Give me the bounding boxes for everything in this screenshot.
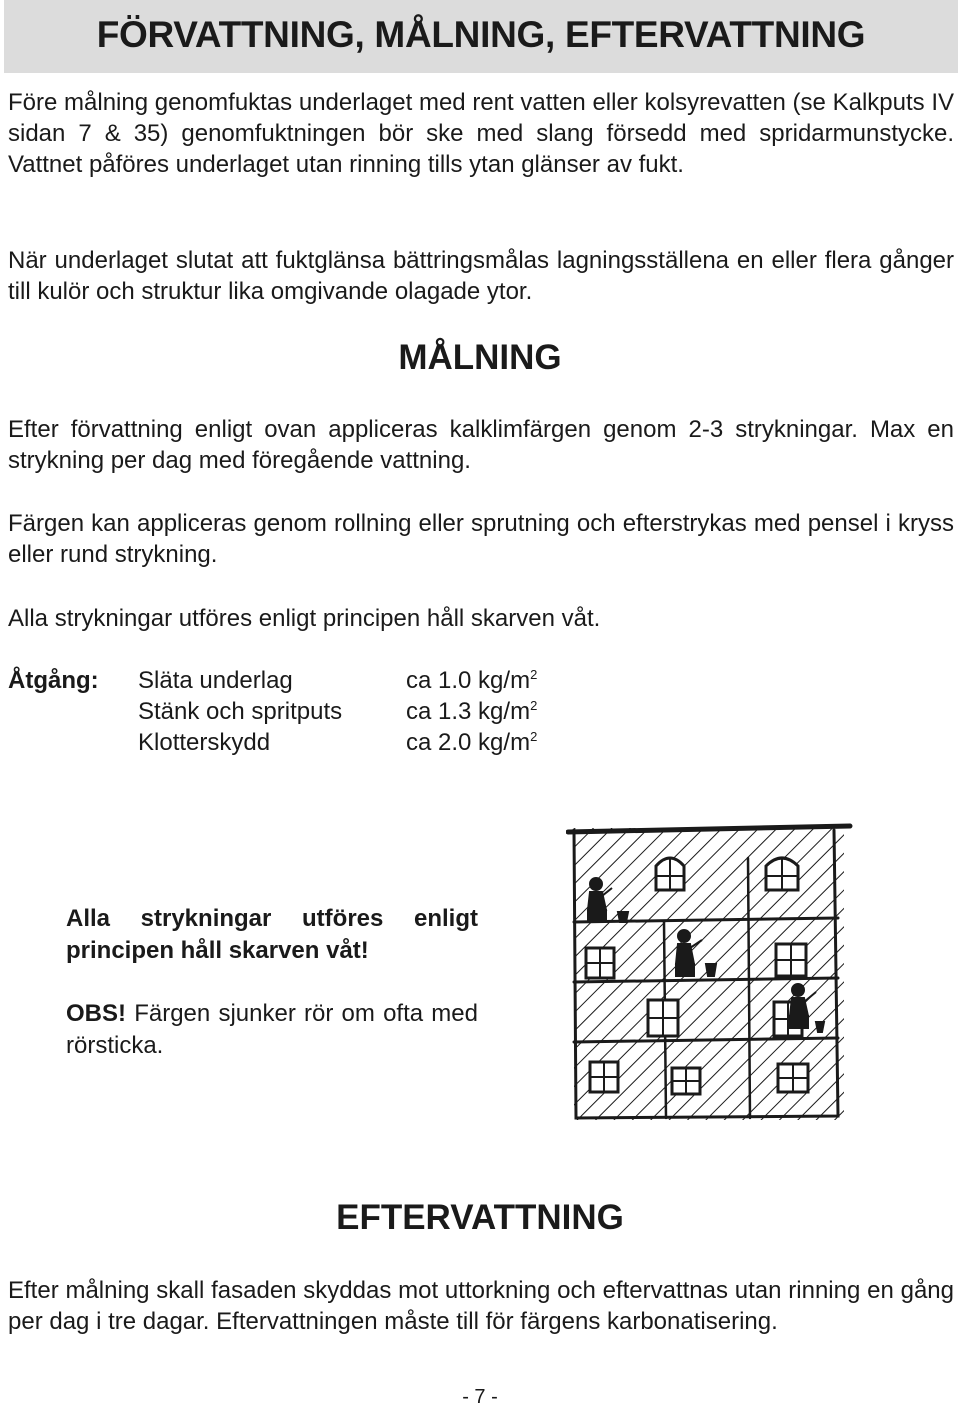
atgang-amount: ca 1.0 $kg/m^2$: [406, 667, 538, 694]
atgang-item: Klotterskydd: [138, 729, 271, 756]
page-title: FÖRVATTNING, MÅLNING, EFTERVATTNING: [96, 14, 866, 55]
forvattning-paragraph-1: Före målning genomfuktas underlaget med rent vatten eller kolsyrevatten (se Kalkputs IV sidan 7 & 35) genomfuktningen bör ske med slang försedd med spridarmunstycke. Vattnet påföres underlaget utan rinning tills ytan glänser av fukt.: [8, 89, 954, 178]
malning-paragraph-1: Efter förvattning enligt ovan appliceras kalklimfärgen genom 2-3 strykningar. Max en strykning per dag med föregående vattning.: [8, 416, 954, 474]
malning-heading: MÅLNING: [398, 338, 562, 377]
atgang-item: Stänk och spritputs: [138, 698, 343, 725]
atgang-label: Åtgång:: [8, 667, 99, 694]
principle-note: Alla strykningar utföres enligt principen håll skarven våt!: [66, 905, 478, 964]
page-number: - 7 -: [462, 1386, 498, 1408]
eftervattning-paragraph: Efter målning skall fasaden skyddas mot uttorkning och eftervattnas utan rinning en gång per dag i tre dagar. Eftervattningen måste till för färgens karbonatisering.: [8, 1277, 954, 1335]
header-band: [4, 0, 958, 73]
malning-paragraph-2: Färgen kan appliceras genom rollning eller sprutning och efterstrykas med pensel i kryss eller rund strykning.: [8, 510, 954, 568]
atgang-item: Släta underlag: [138, 667, 293, 694]
obs-text: Färgen sjunker rör om ofta med rörsticka.: [66, 1000, 478, 1059]
obs-note: [66, 998, 478, 1062]
atgang-amount: ca 1.3 $kg/m^2$: [406, 698, 538, 725]
eftervattning-heading: EFTERVATTNING: [336, 1198, 624, 1237]
malning-paragraph-3: Alla strykningar utföres enligt principen håll skarven våt.: [8, 605, 601, 632]
facade-painters-sketch-icon: [566, 818, 856, 1128]
forvattning-paragraph-2: När underlaget slutat att fuktglänsa bättringsmålas lagningsställena en eller flera gånger till kulör och struktur lika omgivande olagade ytor.: [8, 247, 954, 305]
obs-label: OBS!: [66, 1000, 126, 1027]
atgang-amount: ca 2.0 $kg/m^2$: [406, 729, 538, 756]
